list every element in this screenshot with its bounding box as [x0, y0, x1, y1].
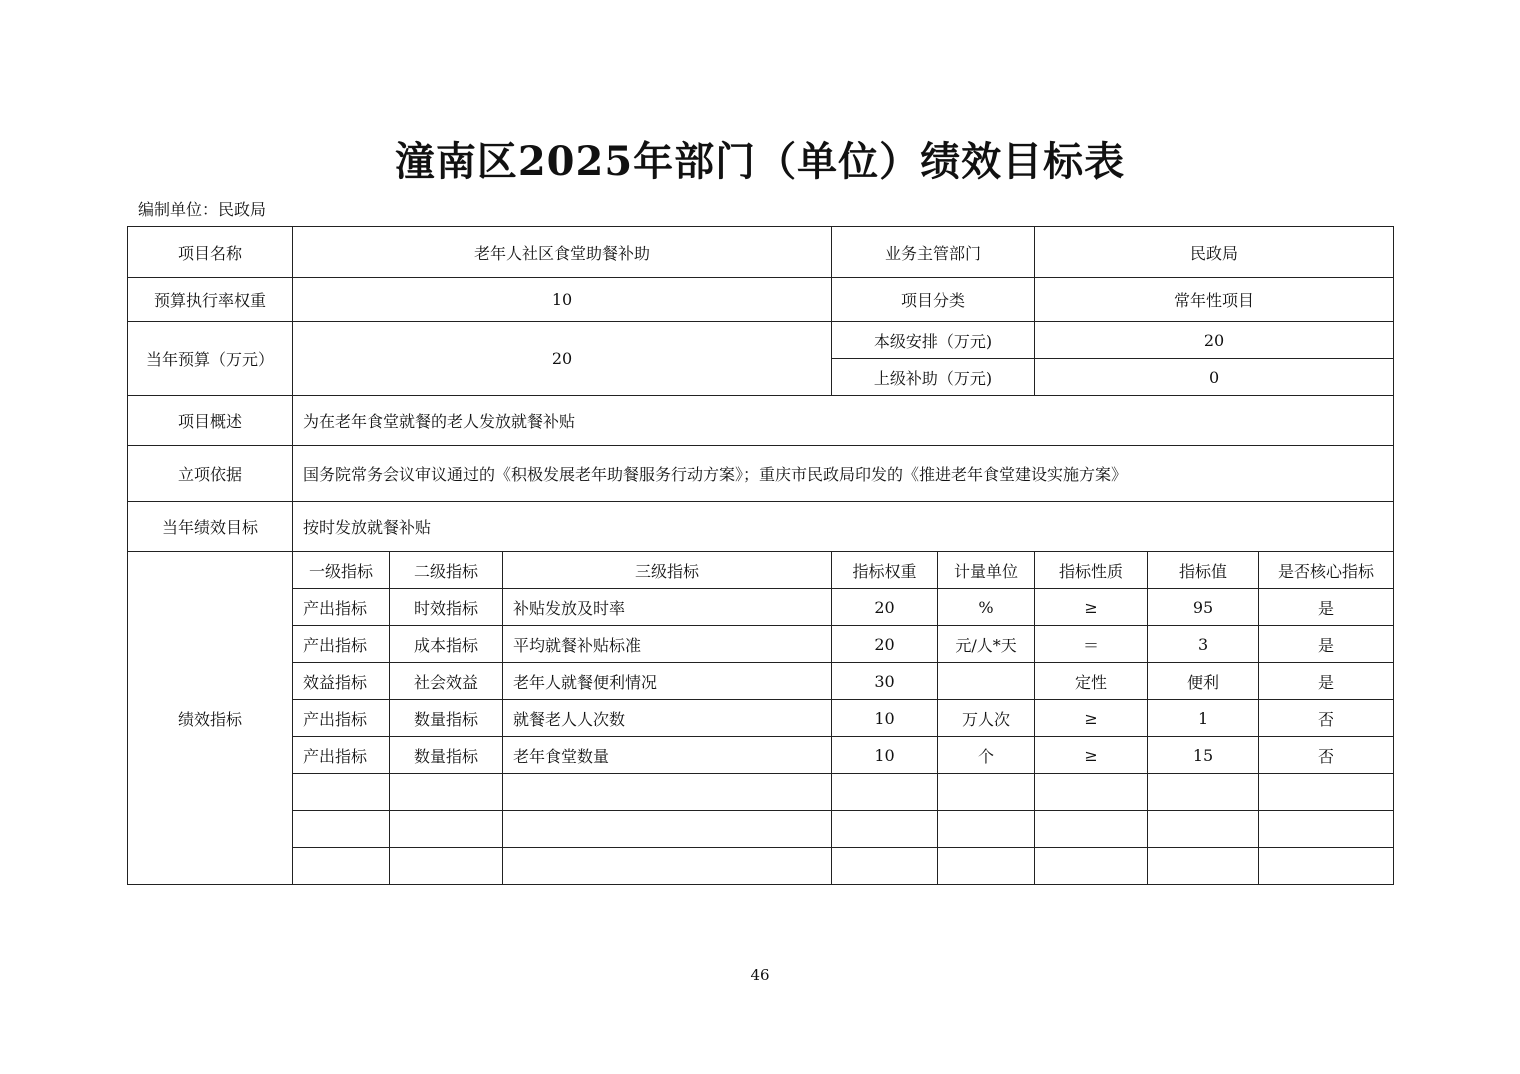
value-cell: 3: [1148, 626, 1259, 663]
empty-cell: [503, 811, 832, 848]
empty-cell: [938, 774, 1035, 811]
core-cell: 是: [1259, 589, 1394, 626]
value-cell: 1: [1148, 700, 1259, 737]
empty-cell: [1148, 774, 1259, 811]
budget-label: 当年预算（万元）: [128, 322, 293, 396]
indicator-row: [128, 626, 1394, 663]
nature-cell: ≥: [1035, 737, 1148, 774]
empty-cell: [1259, 811, 1394, 848]
performance-table: [127, 226, 1394, 885]
unit-cell: 个: [938, 737, 1035, 774]
value-cell: 便利: [1148, 663, 1259, 700]
weight-cell: 30: [832, 663, 938, 700]
goal-value: 按时发放就餐补贴: [293, 502, 1394, 552]
level1-cell: 产出指标: [293, 589, 390, 626]
empty-cell: [1259, 774, 1394, 811]
indicator-row: [128, 663, 1394, 700]
level3-cell: 就餐老人人次数: [503, 700, 832, 737]
column-header: 指标权重: [832, 552, 938, 589]
dept-label: 业务主管部门: [832, 227, 1035, 278]
dept-value: 民政局: [1035, 227, 1394, 278]
level3-cell: 补贴发放及时率: [503, 589, 832, 626]
weight-cell: 20: [832, 626, 938, 663]
upper-value: 0: [1035, 359, 1394, 396]
level2-cell: 数量指标: [390, 737, 503, 774]
overview-label: 项目概述: [128, 396, 293, 446]
nature-cell: ＝: [1035, 626, 1148, 663]
empty-cell: [293, 774, 390, 811]
unit-cell: %: [938, 589, 1035, 626]
level2-cell: 社会效益: [390, 663, 503, 700]
empty-cell: [293, 811, 390, 848]
empty-cell: [293, 848, 390, 885]
exec-weight-value: 10: [293, 278, 832, 322]
column-header: 计量单位: [938, 552, 1035, 589]
upper-label: 上级补助（万元): [832, 359, 1035, 396]
empty-indicator-row: [128, 774, 1394, 811]
empty-cell: [938, 848, 1035, 885]
column-header: 指标性质: [1035, 552, 1148, 589]
local-value: 20: [1035, 322, 1394, 359]
level1-cell: 产出指标: [293, 626, 390, 663]
budget-value: 20: [293, 322, 832, 396]
empty-cell: [1148, 811, 1259, 848]
core-cell: 是: [1259, 626, 1394, 663]
empty-cell: [832, 774, 938, 811]
empty-cell: [390, 848, 503, 885]
value-cell: 95: [1148, 589, 1259, 626]
level2-cell: 数量指标: [390, 700, 503, 737]
column-header: 是否核心指标: [1259, 552, 1394, 589]
level3-cell: 平均就餐补贴标准: [503, 626, 832, 663]
empty-cell: [390, 811, 503, 848]
page-title: 潼南区2025年部门（单位）绩效目标表: [394, 138, 1126, 185]
project-name-label: 项目名称: [128, 227, 293, 278]
column-header: 指标值: [1148, 552, 1259, 589]
empty-indicator-row: [128, 811, 1394, 848]
column-header: 三级指标: [503, 552, 832, 589]
core-cell: 是: [1259, 663, 1394, 700]
empty-cell: [1035, 774, 1148, 811]
unit-cell: [938, 663, 1035, 700]
empty-cell: [938, 811, 1035, 848]
column-header: 二级指标: [390, 552, 503, 589]
core-cell: 否: [1259, 737, 1394, 774]
page-number: 46: [750, 966, 770, 984]
weight-cell: 10: [832, 700, 938, 737]
level1-cell: 效益指标: [293, 663, 390, 700]
value-cell: 15: [1148, 737, 1259, 774]
column-header: 一级指标: [293, 552, 390, 589]
category-label: 项目分类: [832, 278, 1035, 322]
nature-cell: ≥: [1035, 700, 1148, 737]
empty-cell: [1148, 848, 1259, 885]
goal-label: 当年绩效目标: [128, 502, 293, 552]
unit-cell: 元/人*天: [938, 626, 1035, 663]
empty-cell: [503, 848, 832, 885]
exec-weight-label: 预算执行率权重: [128, 278, 293, 322]
compiling-unit: 编制单位：民政局: [138, 200, 267, 219]
empty-cell: [1035, 811, 1148, 848]
level3-cell: 老年食堂数量: [503, 737, 832, 774]
basis-value: 国务院常务会议审议通过的《积极发展老年助餐服务行动方案》；重庆市民政局印发的《推进老年食堂建设实施方案》: [293, 446, 1394, 502]
indicator-row: [128, 737, 1394, 774]
core-cell: 否: [1259, 700, 1394, 737]
indicator-row: [128, 700, 1394, 737]
indicators-section-label: 绩效指标: [128, 552, 293, 885]
empty-cell: [390, 774, 503, 811]
empty-cell: [1035, 848, 1148, 885]
empty-cell: [832, 811, 938, 848]
weight-cell: 10: [832, 737, 938, 774]
empty-cell: [503, 774, 832, 811]
level1-cell: 产出指标: [293, 737, 390, 774]
level1-cell: 产出指标: [293, 700, 390, 737]
project-name-value: 老年人社区食堂助餐补助: [293, 227, 832, 278]
nature-cell: 定性: [1035, 663, 1148, 700]
level2-cell: 成本指标: [390, 626, 503, 663]
unit-cell: 万人次: [938, 700, 1035, 737]
empty-cell: [1259, 848, 1394, 885]
empty-indicator-row: [128, 848, 1394, 885]
indicator-row: [128, 589, 1394, 626]
local-label: 本级安排（万元): [832, 322, 1035, 359]
nature-cell: ≥: [1035, 589, 1148, 626]
basis-label: 立项依据: [128, 446, 293, 502]
weight-cell: 20: [832, 589, 938, 626]
level3-cell: 老年人就餐便利情况: [503, 663, 832, 700]
category-value: 常年性项目: [1035, 278, 1394, 322]
level2-cell: 时效指标: [390, 589, 503, 626]
overview-value: 为在老年食堂就餐的老人发放就餐补贴: [293, 396, 1394, 446]
empty-cell: [832, 848, 938, 885]
